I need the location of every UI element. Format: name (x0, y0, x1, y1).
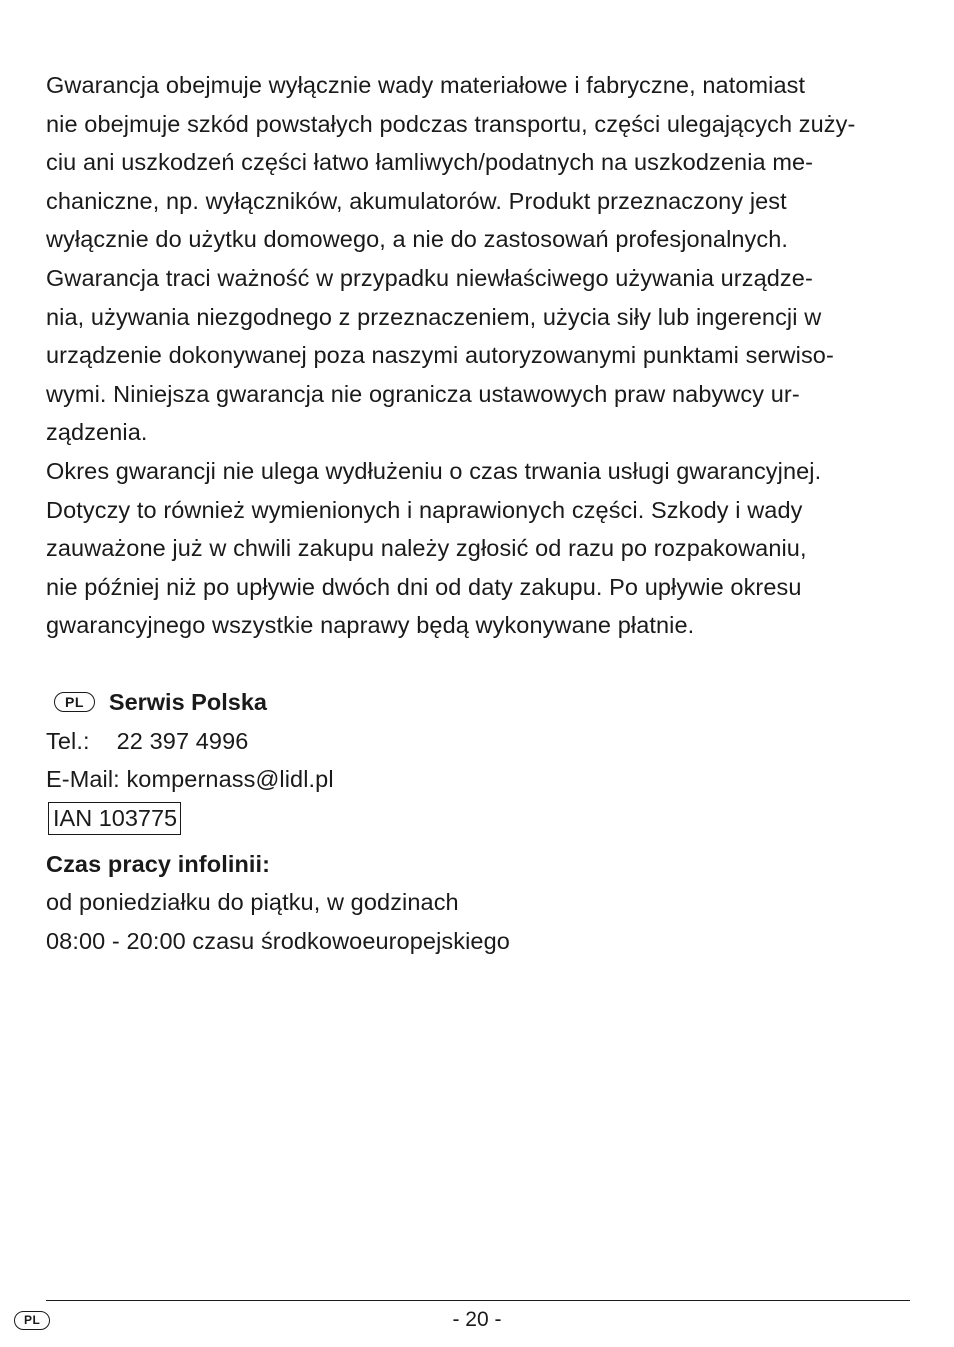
country-badge: PL (54, 692, 95, 712)
text-line: Gwarancja obejmuje wyłącznie wady materiałowe i fabryczne, natomiast (46, 72, 806, 98)
text-line: wymi. Niniejsza gwarancja nie ogranicza ustawowych praw nabywcy ur- (46, 380, 800, 407)
text-line: nie obejmuje szkód powstałych podczas transportu, części ulegających zuży- (46, 110, 856, 137)
phone-number: 22 397 4996 (116, 727, 249, 754)
text-line: ciu ani uszkodzeń części łatwo łamliwych/podatnych na uszkodzenia me- (46, 149, 814, 176)
phone-label: Tel.: (46, 727, 90, 754)
section-spacer (46, 645, 912, 683)
service-section (46, 683, 912, 839)
email-line: E-Mail: kompernass@lidl.pl (46, 766, 334, 793)
text-line: wyłącznie do użytku domowego, a nie do zastosowań profesjonalnych. (46, 226, 789, 253)
text-line: nie później niż po upływie dwóch dni od daty zakupu. Po upływie okresu (46, 573, 802, 600)
page-number: - 20 - (452, 1308, 502, 1331)
service-heading (46, 683, 912, 722)
service-title: Serwis Polska (108, 688, 267, 715)
text-line: ządzenia. (46, 419, 148, 446)
page-content (46, 66, 912, 960)
footer-language-badge: PL (14, 1311, 50, 1330)
text-line: Okres gwarancji nie ulega wydłużeniu o czas trwania usługi gwarancyjnej. (46, 457, 822, 484)
ian-row (46, 799, 912, 839)
hotline-hours: 08:00 - 20:00 czasu środkowoeuropejskiego (46, 927, 510, 954)
phone-row (46, 722, 912, 761)
text-line: urządzenie dokonywanej poza naszymi autoryzowanymi punktami serwiso- (46, 342, 834, 369)
ian-number-box: IAN 103775 (48, 802, 181, 835)
text-line: zauważone już w chwili zakupu należy zgłosić od razu po rozpakowaniu, (46, 535, 807, 562)
hotline-days: od poniedziałku do piątku, w godzinach (46, 889, 459, 916)
hotline-section (46, 845, 912, 961)
text-line: Gwarancja traci ważność w przypadku niewłaściwego używania urządze- (46, 264, 813, 291)
hotline-title: Czas pracy infolinii: (46, 850, 271, 877)
warranty-text (46, 66, 912, 645)
text-line: nia, używania niezgodnego z przeznaczeniem, użycia siły lub ingerencji w (46, 303, 822, 330)
text-line: chaniczne, np. wyłączników, akumulatorów. Produkt przeznaczony jest (46, 187, 787, 214)
text-line: Dotyczy to również wymienionych i naprawionych części. Szkody i wady (46, 496, 803, 523)
text-line: gwarancyjnego wszystkie naprawy będą wykonywane płatnie. (46, 612, 695, 639)
footer-divider (46, 1300, 910, 1301)
